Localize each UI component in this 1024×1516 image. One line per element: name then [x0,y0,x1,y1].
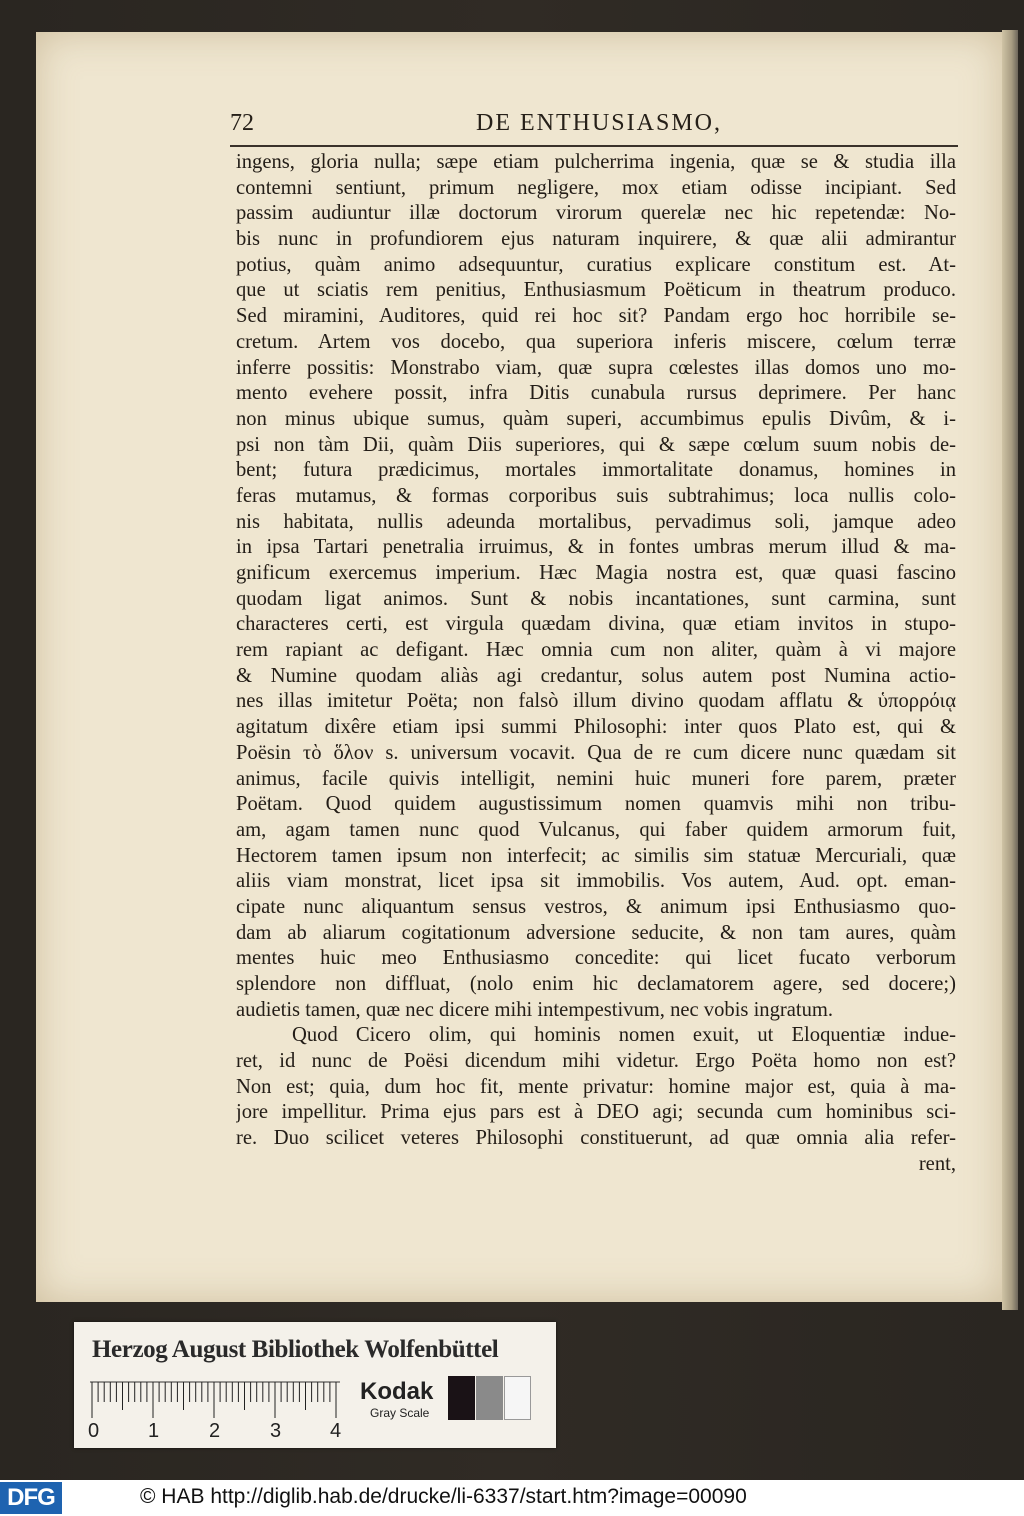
page-edge [1002,30,1018,1310]
ruler-digit: 2 [209,1420,221,1442]
ruler-scale [90,1380,340,1420]
gray-swatch-light [504,1376,531,1420]
catchword: rent, [918,1152,956,1175]
text-line: gnificum exercemus imperium. Hæc Magia nostra est, quæ quasi fascino [236,562,956,584]
text-line: characteres certi, est virgula quædam divina, quæ etiam invitos in stupo- [236,613,956,636]
text-line: potius, quàm animo adsequuntur, curatius explicare constitum est. At- [236,253,956,276]
text-line: Non est; quia, dum hoc fit, mente privatur: homine major est, quia à ma- [236,1075,956,1098]
kodak-gray-scale-label: Gray Scale [370,1406,430,1420]
text-line: rem rapiant ac defigant. Hæc omnia cum non aliter, quàm à vi majore [236,639,956,662]
ruler-digit: 0 [88,1420,100,1442]
text-line: mento evehere possit, infra Ditis cunabula rursus deprimere. Per hanc [236,382,956,405]
header-rule [230,145,958,147]
text-line: Poësin τὸ ὅλον s. universum vocavit. Qua de re cum dicere nunc quædam sit [236,741,956,764]
text-line: inferre possitis: Monstrabo viam, quæ supra cœlestes illas domos uno mo- [236,356,956,379]
page-header [230,110,960,142]
text-line: agitatum dixêre etiam ipsi summi Philosophi: inter quos Plato est, qui & [236,716,956,739]
gray-swatch-mid [476,1376,503,1420]
text-line: re. Duo scilicet veteres Philosophi constituerunt, ad quæ omnia alia refer- [236,1127,956,1150]
text-line: cipate nunc aliquantum sensus vestros, & animum ipsi Enthusiasmo quo- [236,895,956,918]
text-line: contemni sentiunt, primum negligere, mox etiam odisse incipiant. Sed [236,176,956,199]
ruler-digit: 1 [148,1420,160,1442]
dfg-logo[interactable]: DFG [0,1482,62,1514]
text-line: mentes huic meo Enthusiasmo concedite: qui licet fucato verborum [236,947,956,970]
text-line: non minus ubique sumus, quàm superi, accumbimus epulis Divûm, & i- [236,407,956,430]
text-line: ret, id nunc de Poësi dicendum mihi videtur. Ergo Poëta homo non est? [236,1050,956,1073]
text-line: Hectorem tamen ipsum non interfecit; ac similis sim statuæ Mercuriali, quæ [236,844,956,867]
running-title: DE ENTHUSIASMO, [476,110,722,136]
footer-source-link[interactable]: © HAB http://diglib.hab.de/drucke/li-6337/start.htm?image=00090 [140,1485,747,1508]
text-line: aliis viam monstrat, licet ipsa sit immobilis. Vos autem, Aud. opt. eman- [236,870,956,893]
paragraph-start-line: Quod Cicero olim, qui hominis nomen exuit, ut Eloquentiæ indue- [292,1024,956,1047]
text-line: animus, facile quivis intelligit, nemini huic muneri fore parem, præter [236,767,956,790]
ruler-digit: 3 [270,1420,282,1442]
text-line: am, agam tamen nunc quod Vulcanus, qui faber quidem armorum fuit, [236,818,956,841]
library-name: Herzog August Bibliothek Wolfenbüttel [92,1336,499,1363]
footer-bar [0,1480,1024,1516]
text-line: splendore non diffluat, (nolo enim hic declamatorem agere, sed docere;) [236,973,956,995]
text-line: psi non tàm Dii, quàm Diis superiores, qui & sæpe cœlum suum nobis de- [236,433,956,456]
text-line: & Numine quodam aliàs agi credantur, solus autem post Numina actio- [236,664,956,687]
text-line: ingens, gloria nulla; sæpe etiam pulcherrima ingenia, quæ se & studia illa [236,151,956,173]
text-line: passim audiuntur illæ doctorum virorum querelæ nec hic repetendæ: No- [236,202,956,225]
page-number: 72 [230,110,254,136]
text-line: que ut sciatis rem penitius, Enthusiasmum Poëticum in theatrum produco. [236,279,956,302]
library-color-strip [74,1322,556,1448]
text-line: bis nunc in profundiorem ejus naturam inquirere, & quæ alii admirantur [236,228,956,251]
text-line: audietis tamen, quæ nec dicere mihi intempestivum, nec vobis ingratum. [236,998,834,1021]
text-line: bent; futura prædicimus, mortales immortalitate donamus, homines in [236,459,956,482]
text-line: in ipsa Tartari penetralia irruimus, & in fontes umbras merum illud & ma- [236,536,956,559]
text-line: dam ab aliarum cogitationum adversione seducite, & non tam aures, quàm [236,921,956,944]
kodak-logo: Kodak [360,1378,434,1405]
text-line: nes illas imitetur Poëta; non falsò illum divino quodam afflatu & ὑπορρόιᾳ [236,690,956,713]
text-line: quodam ligat animos. Sunt & nobis incantationes, sunt carmina, sunt [236,587,956,610]
body-text [236,150,956,1178]
text-line: Poëtam. Quod quidem augustissimum nomen quamvis mihi non tribu- [236,793,956,816]
text-line: cretum. Artem vos docebo, qua superiora inferis miscere, cœlum terræ [236,330,956,353]
text-line: jore impellitur. Prima ejus pars est à DEO agi; secunda cum hominibus sci- [236,1101,956,1124]
text-line: feras mutamus, & formas corporibus suis subtrahimus; loca nullis colo- [236,484,956,507]
text-line: nis habitata, nullis adeunda mortalibus, pervadimus soli, jamque adeo [236,510,956,533]
gray-swatch-dark [448,1376,475,1420]
ruler-digit: 4 [330,1420,342,1442]
text-line: Sed miramini, Auditores, quid rei hoc sit? Pandam ergo hoc horribile se- [236,305,956,328]
